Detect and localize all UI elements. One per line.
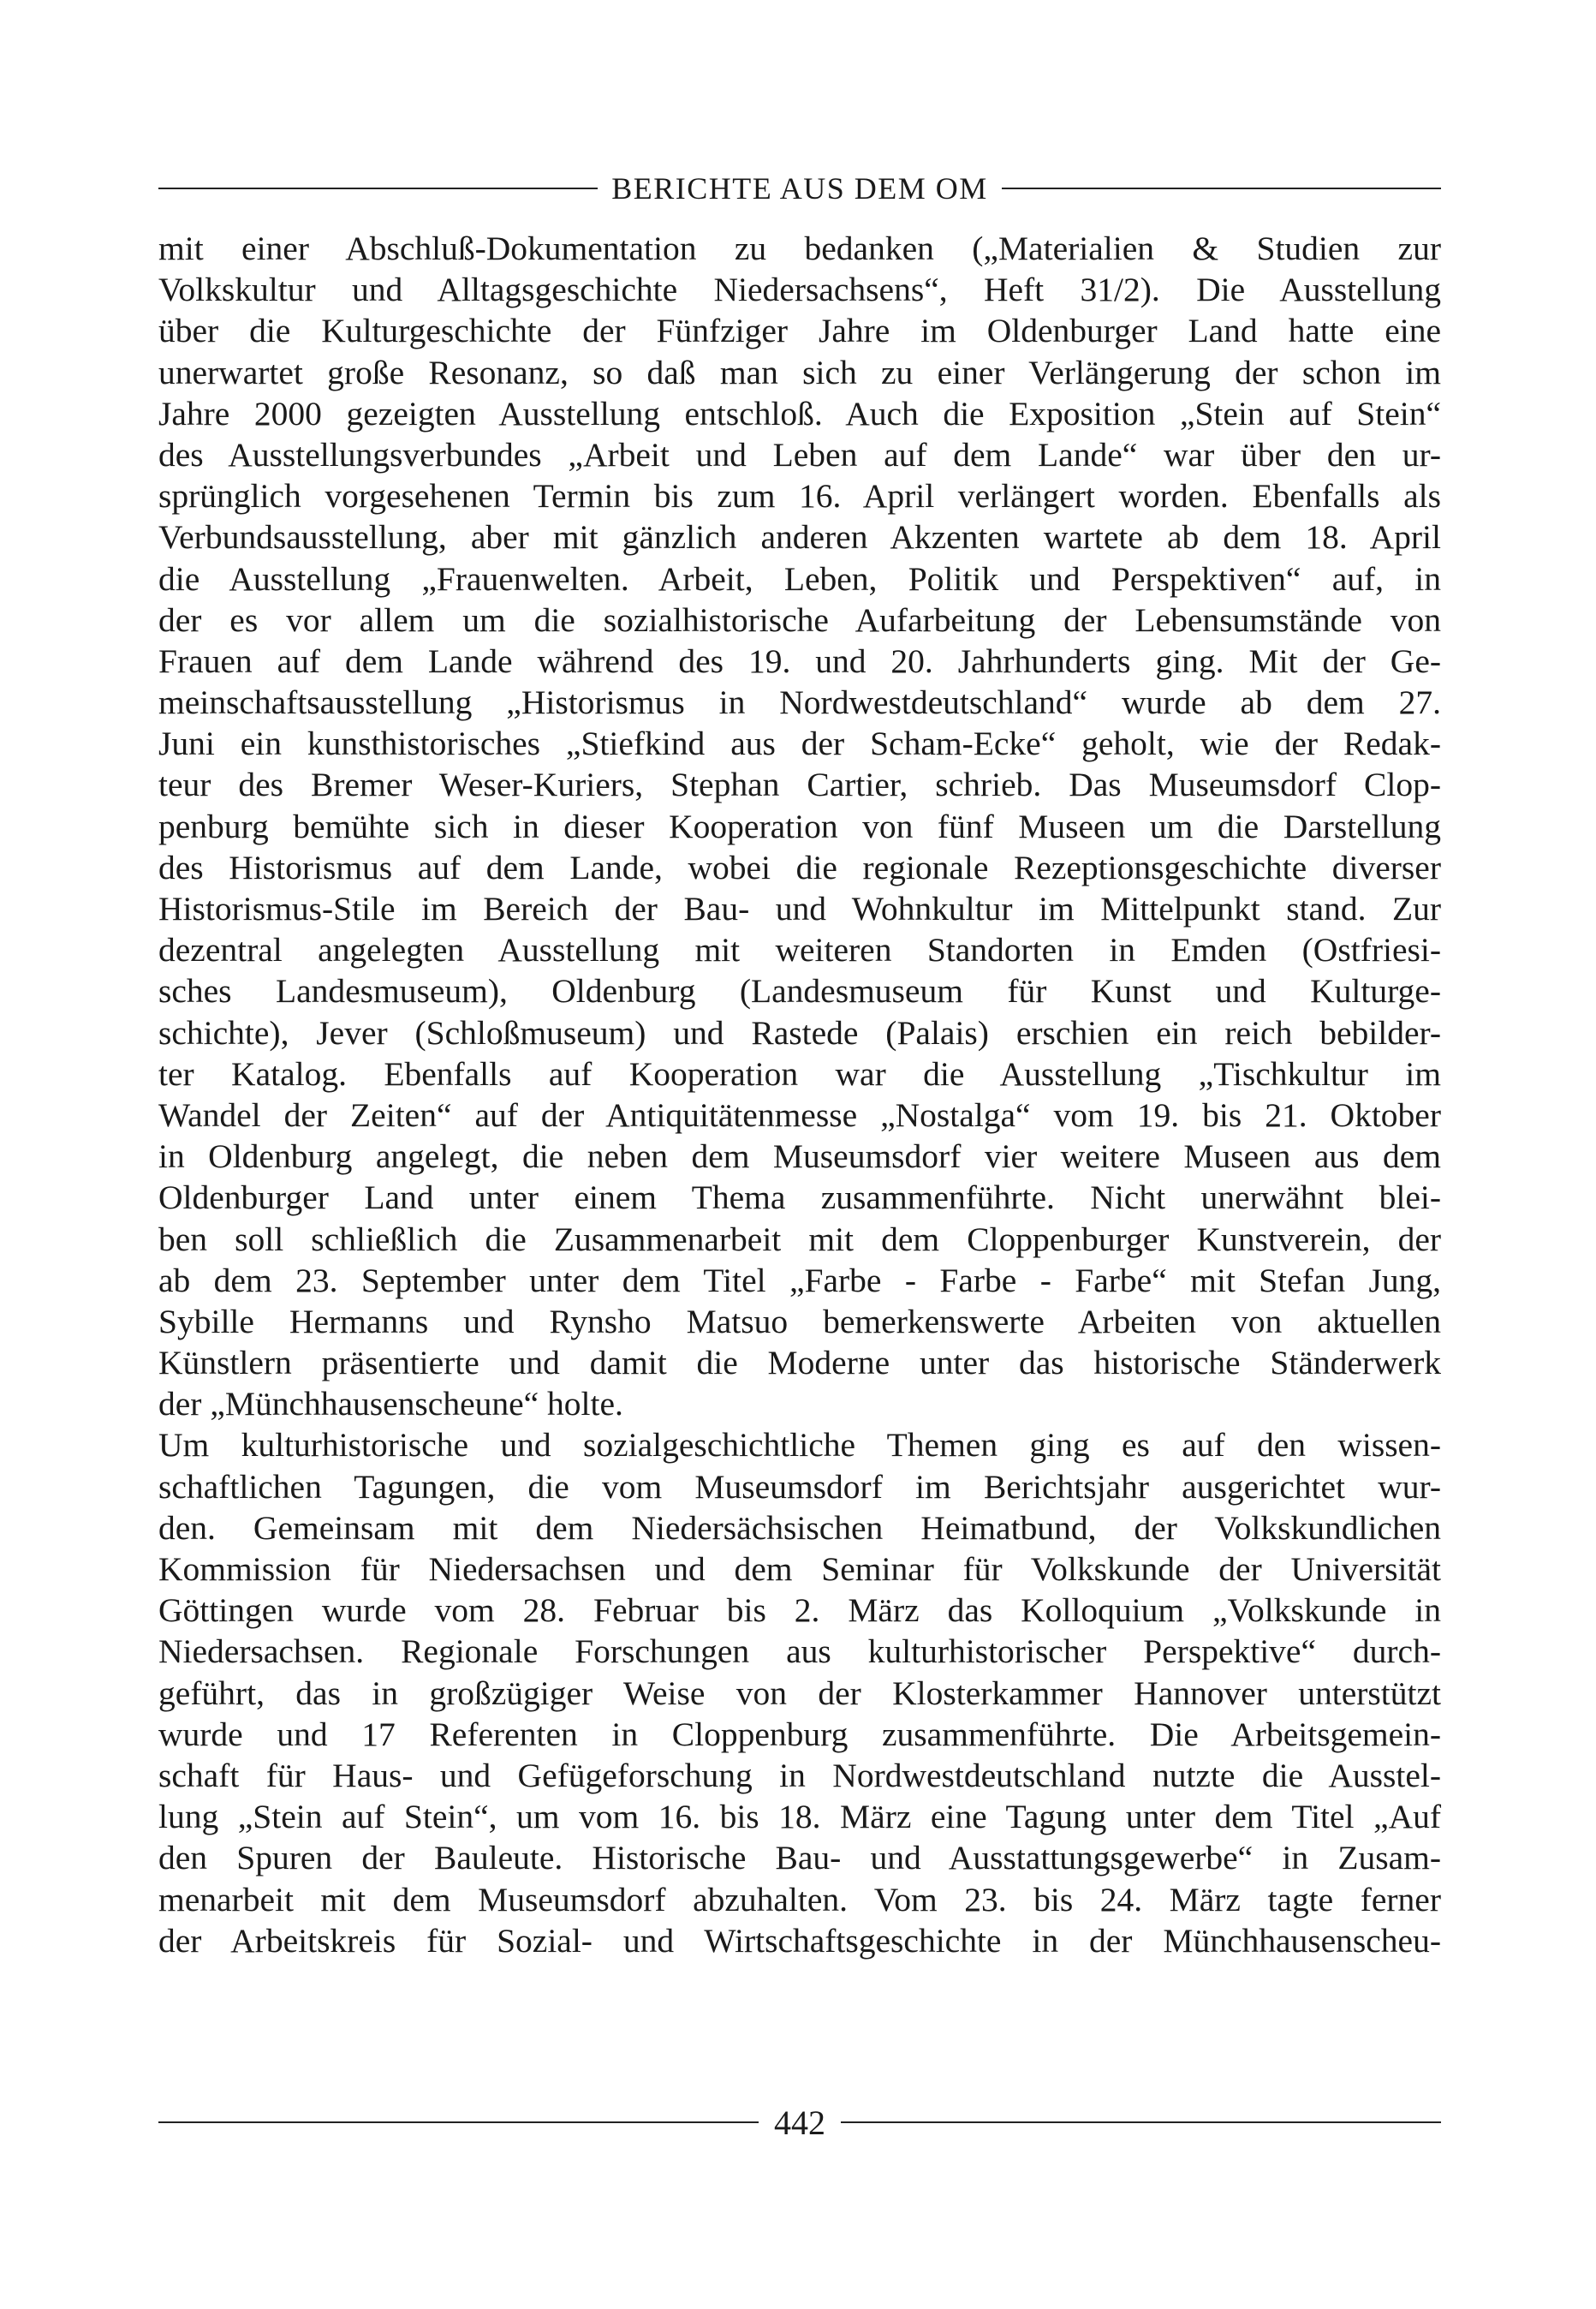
text-line: Kommission für Niedersachsen und dem Seminar für Volkskunde der Universität (158, 1550, 1441, 1588)
running-head (158, 164, 1441, 212)
text-line: Sybille Hermanns und Rynsho Matsuo bemerkenswerte Arbeiten von aktuellen (158, 1302, 1441, 1340)
text-line: lung „Stein auf Stein“, um vom 16. bis 18. März eine Tagung unter dem Titel „Auf (158, 1798, 1441, 1836)
text-line: Frauen auf dem Lande während des 19. und 20. Jahrhunderts ging. Mit der Ge- (158, 641, 1441, 680)
text-line: des Ausstellungsverbundes „Arbeit und Leben auf dem Lande“ war über den ur- (158, 435, 1441, 474)
text-line: teur des Bremer Weser-Kuriers, Stephan Cartier, schrieb. Das Museumsdorf Clop- (158, 766, 1441, 804)
text-line: unerwartet große Resonanz, so daß man sich zu einer Verlängerung der schon im (158, 353, 1441, 391)
text-line: schichte), Jever (Schloßmuseum) und Rastede (Palais) erschien ein reich bebilder- (158, 1013, 1441, 1052)
text-line: wurde und 17 Referenten in Cloppenburg zusammenführte. Die Arbeitsgemein- (158, 1715, 1441, 1753)
text-line: in Oldenburg angelegt, die neben dem Museumsdorf vier weitere Museen aus dem (158, 1137, 1441, 1176)
header-rule-right (1002, 188, 1441, 189)
text-line: Künstlern präsentierte und damit die Moderne unter das historische Ständerwerk (158, 1344, 1441, 1382)
running-head-title: BERICHTE AUS DEM OM (611, 171, 988, 206)
text-line: Oldenburger Land unter einem Thema zusammenführte. Nicht unerwähnt blei- (158, 1178, 1441, 1217)
text-line: die Ausstellung „Frauenwelten. Arbeit, Leben, Politik und Perspektiven“ auf, in (158, 559, 1441, 598)
page-number: 442 (774, 2103, 825, 2142)
text-line: ter Katalog. Ebenfalls auf Kooperation war die Ausstellung „Tischkultur im (158, 1054, 1441, 1093)
text-line: der es vor allem um die sozialhistorische Aufarbeitung der Lebensumstände von (158, 600, 1441, 639)
text-line: geführt, das in großzügiger Weise von der Klosterkammer Hannover unterstützt (158, 1674, 1441, 1712)
text-line: Um kulturhistorische und sozialgeschichtliche Themen ging es auf den wissen- (158, 1426, 1441, 1465)
text-line: der Arbeitskreis für Sozial- und Wirtschaftsgeschichte in der Münchhausenscheu- (158, 1921, 1441, 1960)
footer-rule-left (158, 2121, 759, 2123)
text-line: des Historismus auf dem Lande, wobei die regionale Rezeptionsgeschichte diverser (158, 848, 1441, 886)
text-line: sches Landesmuseum), Oldenburg (Landesmuseum für Kunst und Kulturge- (158, 972, 1441, 1011)
text-line: menarbeit mit dem Museumsdorf abzuhalten. Vom 23. bis 24. März tagte ferner (158, 1880, 1441, 1918)
text-line: ben soll schließlich die Zusammenarbeit mit dem Cloppenburger Kunstverein, der (158, 1220, 1441, 1258)
text-line: den Spuren der Bauleute. Historische Bau- und Ausstattungsgewerbe“ in Zusam- (158, 1839, 1441, 1877)
body-text (158, 228, 1441, 1961)
text-line: meinschaftsausstellung „Historismus in Nordwestdeutschland“ wurde ab dem 27. (158, 683, 1441, 722)
footer-rule-right (841, 2121, 1441, 2123)
text-line: ab dem 23. September unter dem Titel „Farbe - Farbe - Farbe“ mit Stefan Jung, (158, 1261, 1441, 1299)
page-footer (158, 2098, 1441, 2146)
header-rule-left (158, 188, 598, 189)
text-line: Niedersachsen. Regionale Forschungen aus kulturhistorischer Perspektive“ durch- (158, 1632, 1441, 1671)
text-line: über die Kulturgeschichte der Fünfziger Jahre im Oldenburger Land hatte eine (158, 312, 1441, 350)
text-line: schaftlichen Tagungen, die vom Museumsdorf im Berichtsjahr ausgerichtet wur- (158, 1467, 1441, 1506)
text-line: Wandel der Zeiten“ auf der Antiquitätenmesse „Nostalga“ vom 19. bis 21. Oktober (158, 1095, 1441, 1134)
text-line: Verbundsausstellung, aber mit gänzlich anderen Akzenten wartete ab dem 18. April (158, 518, 1441, 557)
text-line: mit einer Abschluß-Dokumentation zu bedanken („Materialien & Studien zur (158, 230, 1441, 267)
text-line: Juni ein kunsthistorisches „Stiefkind aus der Scham-Ecke“ geholt, wie der Redak- (158, 725, 1441, 763)
text-line: Göttingen wurde vom 28. Februar bis 2. März das Kolloquium „Volkskunde in (158, 1591, 1441, 1630)
text-line: penburg bemühte sich in dieser Kooperation von fünf Museen um die Darstellung (158, 807, 1441, 845)
text-line: Jahre 2000 gezeigten Ausstellung entschloß. Auch die Exposition „Stein auf Stein“ (158, 394, 1441, 433)
text-line: schaft für Haus- und Gefügeforschung in Nordwestdeutschland nutzte die Ausstel- (158, 1756, 1441, 1794)
text-line: Volkskultur und Alltagsgeschichte Niedersachsens“, Heft 31/2). Die Ausstellung (158, 271, 1441, 309)
text-line: den. Gemeinsam mit dem Niedersächsischen Heimatbund, der Volkskundlichen (158, 1508, 1441, 1547)
paragraph-end-line: der „Münchhausenscheune“ holte. (158, 1385, 623, 1423)
text-line: sprünglich vorgesehenen Termin bis zum 16. April verlängert worden. Ebenfalls als (158, 477, 1441, 516)
text-line: dezentral angelegten Ausstellung mit weiteren Standorten in Emden (Ostfriesi- (158, 931, 1441, 970)
text-line: Historismus-Stile im Bereich der Bau- und Wohnkultur im Mittelpunkt stand. Zur (158, 890, 1441, 928)
